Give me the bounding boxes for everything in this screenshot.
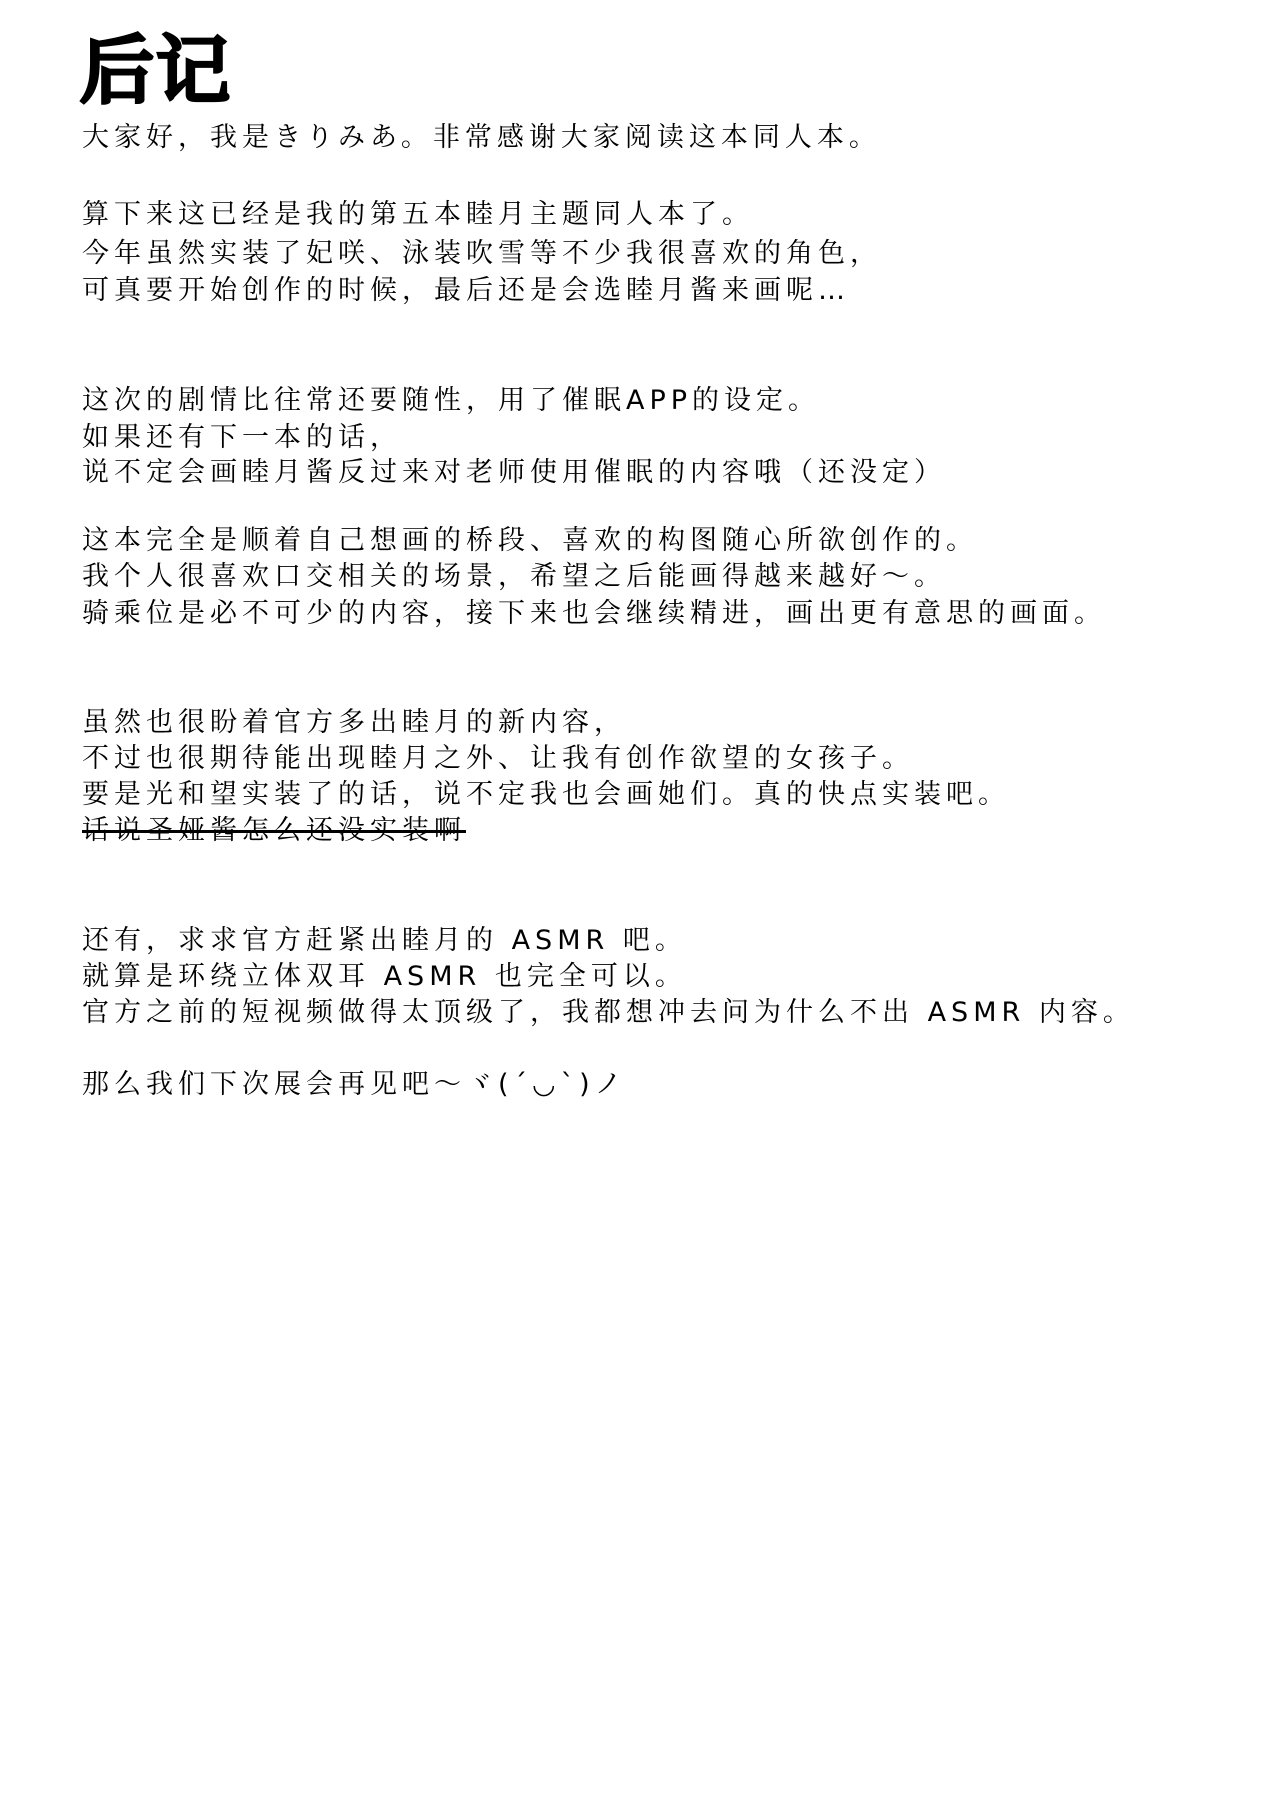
body-line: 我个人很喜欢口交相关的场景，希望之后能画得越来越好～。: [82, 561, 946, 592]
body-line: 这本完全是顺着自己想画的桥段、喜欢的构图随心所欲创作的。: [82, 525, 978, 556]
strikethrough-line: 话说圣娅酱怎么还没实装啊: [82, 815, 466, 846]
body-line: 虽然也很盼着官方多出睦月的新内容，: [82, 707, 626, 738]
body-line: 不过也很期待能出现睦月之外、让我有创作欲望的女孩子。: [82, 743, 914, 774]
body-line: 算下来这已经是我的第五本睦月主题同人本了。: [82, 199, 754, 230]
body-line: 还有，求求官方赶紧出睦月的 ASMR 吧。: [82, 925, 687, 956]
body-line: 可真要开始创作的时候，最后还是会选睦月酱来画呢…: [82, 275, 850, 306]
body-line: 如果还有下一本的话，: [82, 422, 402, 453]
page-title: 后记: [80, 28, 232, 114]
body-line: 这次的剧情比往常还要随性，用了催眠APP的设定。: [82, 385, 821, 416]
body-line: 说不定会画睦月酱反过来对老师使用催眠的内容哦（还没定）: [82, 457, 946, 488]
body-line: 就算是环绕立体双耳 ASMR 也完全可以。: [82, 961, 687, 992]
body-line: 骑乘位是必不可少的内容，接下来也会继续精进，画出更有意思的画面。: [82, 598, 1106, 629]
greeting-line: 大家好，我是きりみあ。非常感谢大家阅读这本同人本。: [82, 122, 881, 153]
body-line: 今年虽然实装了妃咲、泳装吹雪等不少我很喜欢的角色，: [82, 238, 882, 269]
closing-line: 那么我们下次展会再见吧～ヾ(ˊ◡ˋ)ノ: [82, 1069, 627, 1100]
body-line: 要是光和望实装了的话，说不定我也会画她们。真的快点实装吧。: [82, 779, 1010, 810]
body-line: 官方之前的短视频做得太顶级了，我都想冲去问为什么不出 ASMR 内容。: [82, 997, 1135, 1028]
